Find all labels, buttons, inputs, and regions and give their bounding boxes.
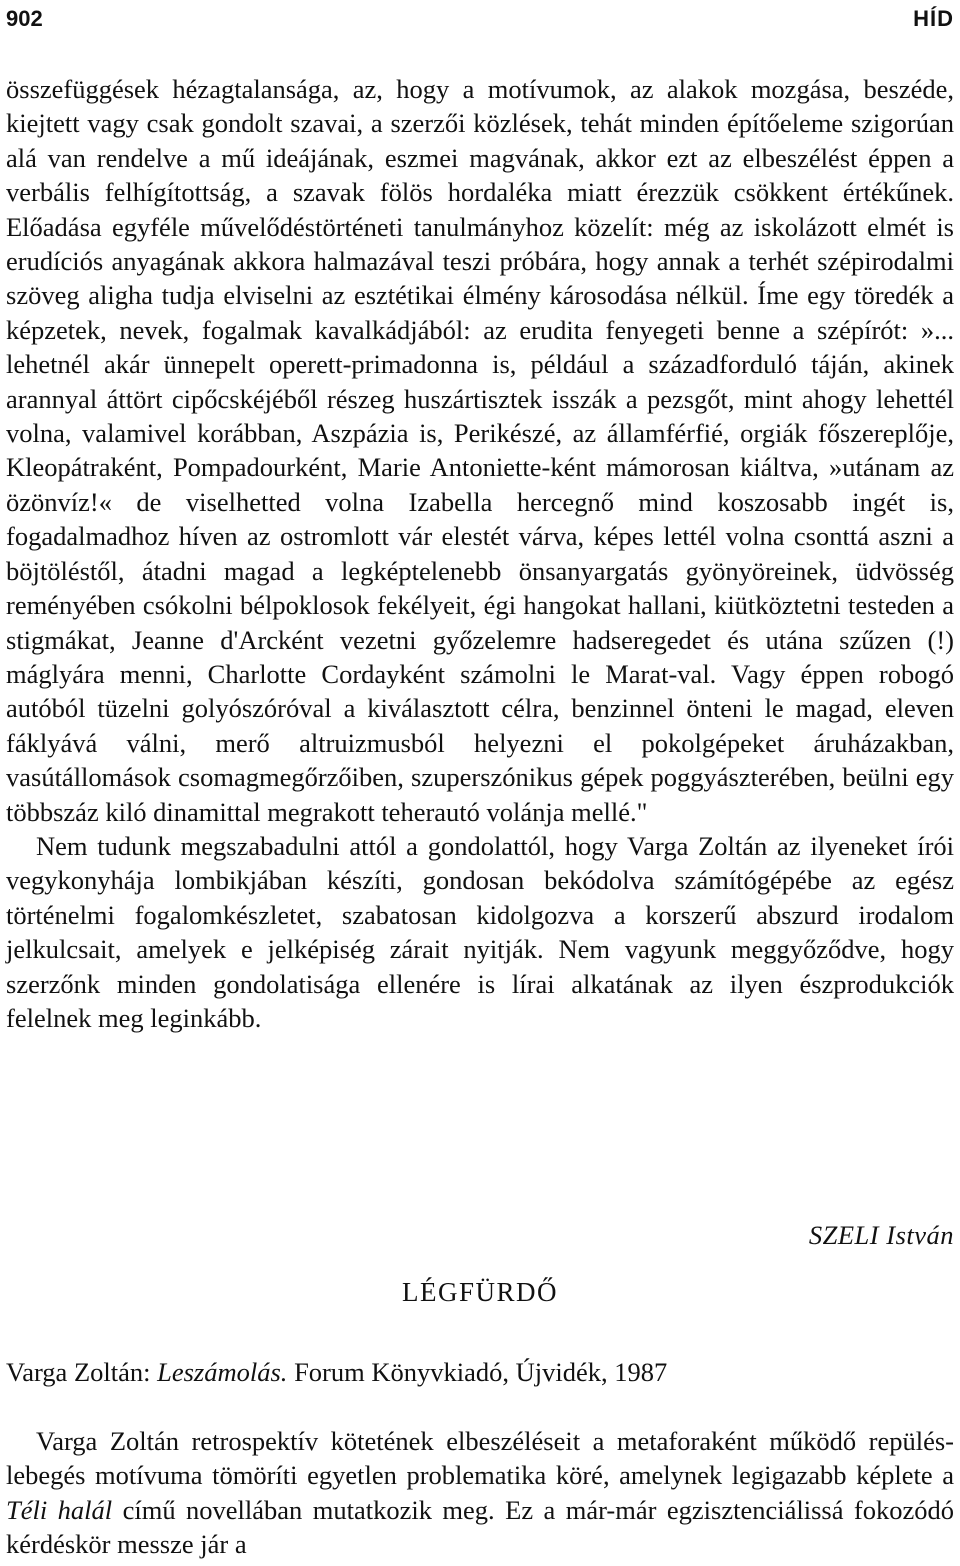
book-author: Varga Zoltán:	[6, 1357, 158, 1387]
paragraph-text: Varga Zoltán retrospektív kötetének elbeszéléseit a metaforaként működő repülés-lebegés motívuma tömöríti egyetlen problematika köré, amelynek legigazabb képlete a	[6, 1426, 954, 1491]
book-publisher: Forum Könyvkiadó, Újvidék, 1987	[287, 1357, 668, 1387]
review-signature: SZELI István	[808, 1220, 954, 1250]
body-paragraph	[6, 829, 954, 1035]
journal-name: HÍD	[913, 6, 954, 31]
body-paragraph	[6, 1424, 954, 1562]
article-title: LÉGFÜRDŐ	[401, 1277, 558, 1307]
review-legfurdo-body	[6, 1424, 954, 1562]
review-szeli-body	[6, 72, 954, 1035]
paragraph-text: összefüggések hézagtalansága, az, hogy a motívumok, az alakok mozgása, beszéde, kiejtett vagy csak gondolt szavai, a szerzői közlések, tehát minden építőeleme szigorúan alá van rendelve a mű ideájának, eszmei magvának, akkor ezt az elbeszélést éppen a verbális felhígítottság, a szavak fölös hordaléka miatt érezzük csökkent értékűnek. Előadása egyféle művelődéstörténeti tanulmányhoz közelít: még az iskolázott elmét is erudíciós anyagának akkora halmazával teszi próbára, hogy annak a terhét szépirodalmi szöveg aligha tudja elviselni az esztétikai élmény károsodása nélkül. Íme egy töredék a képzetek, nevek, fogalmak kavalkádjából: az erudita fenyegeti benne a szépírót: »... lehetnél akár ünnepelt operett-primadonna is, például a századforduló táján, akinek arannyal áttört cipőcskéjéből részeg huszártisztek isszák a pezsgőt, mint ahogy lehettél volna, valamivel korábban, Aszpázia is, Perikészé, az államférfié, orgiák főszereplője, Kleopátraként, Pompadourként, Marie Antoniette-ként mámorosan kiáltva, »utánam az özönvíz!« de viselhetted volna Izabella hercegnő mind koszosabb ingét is, fogadalmadhoz híven az ostromlott vár elestét várva, képes lettél volna csonttá aszni a böjtöléstől, átadni magad a legképtelenebb önsanyargatás gyönyöreinek, üdvösség reményében csókolni bélpoklosok fekélyeit, égi hangokat hallani, kiütköztetni testeden a stigmákat, Jeanne d'Arcként vezetni győzelemre hadseregedet és utána szűzen (!) máglyára menni, Charlotte Cordayként számolni le Marat-val. Vagy éppen robogó autóból tüzelni golyószóróval a kiválasztott célra, benzinnel önteni le magad, eleven fáklyává válni, merő altruizmusból helyezni el pokolgépeket áruházakban, vasútállomások csomagmegőrzőiben, szuperszónikus gépek poggyászterében, beülni egy többszáz kiló dinamittal megrakott teherautó volánja mellé."	[6, 74, 954, 827]
paragraph-text: Nem tudunk megszabadulni attól a gondolattól, hogy Varga Zoltán az ilyeneket írói vegykonyhája lombikjában készíti, gondosan bekódolva számítógépébe az egész történelmi fogalomkészletet, szabatosan kidolgozva a korszerű abszurd irodalom jelkulcsait, amelyek e jelképiség zárait nyitják. Nem vagyunk meggyőződve, hogy szerzőnk minden gondolatisága ellenére is lírai alkatának az ilyen észprodukciók felelnek meg leginkább.	[6, 830, 954, 1033]
novella-title: Téli halál	[6, 1494, 113, 1525]
paragraph-text: című novellában mutatkozik meg. Ez a már-már egzisztenciálissá fokozódó kérdéskör messze jár a	[6, 1494, 955, 1560]
book-title: Leszámolás.	[157, 1357, 288, 1387]
page-number: 902	[6, 6, 43, 31]
body-paragraph	[6, 72, 954, 829]
running-head	[6, 6, 954, 36]
bibliographic-entry	[6, 1357, 667, 1388]
